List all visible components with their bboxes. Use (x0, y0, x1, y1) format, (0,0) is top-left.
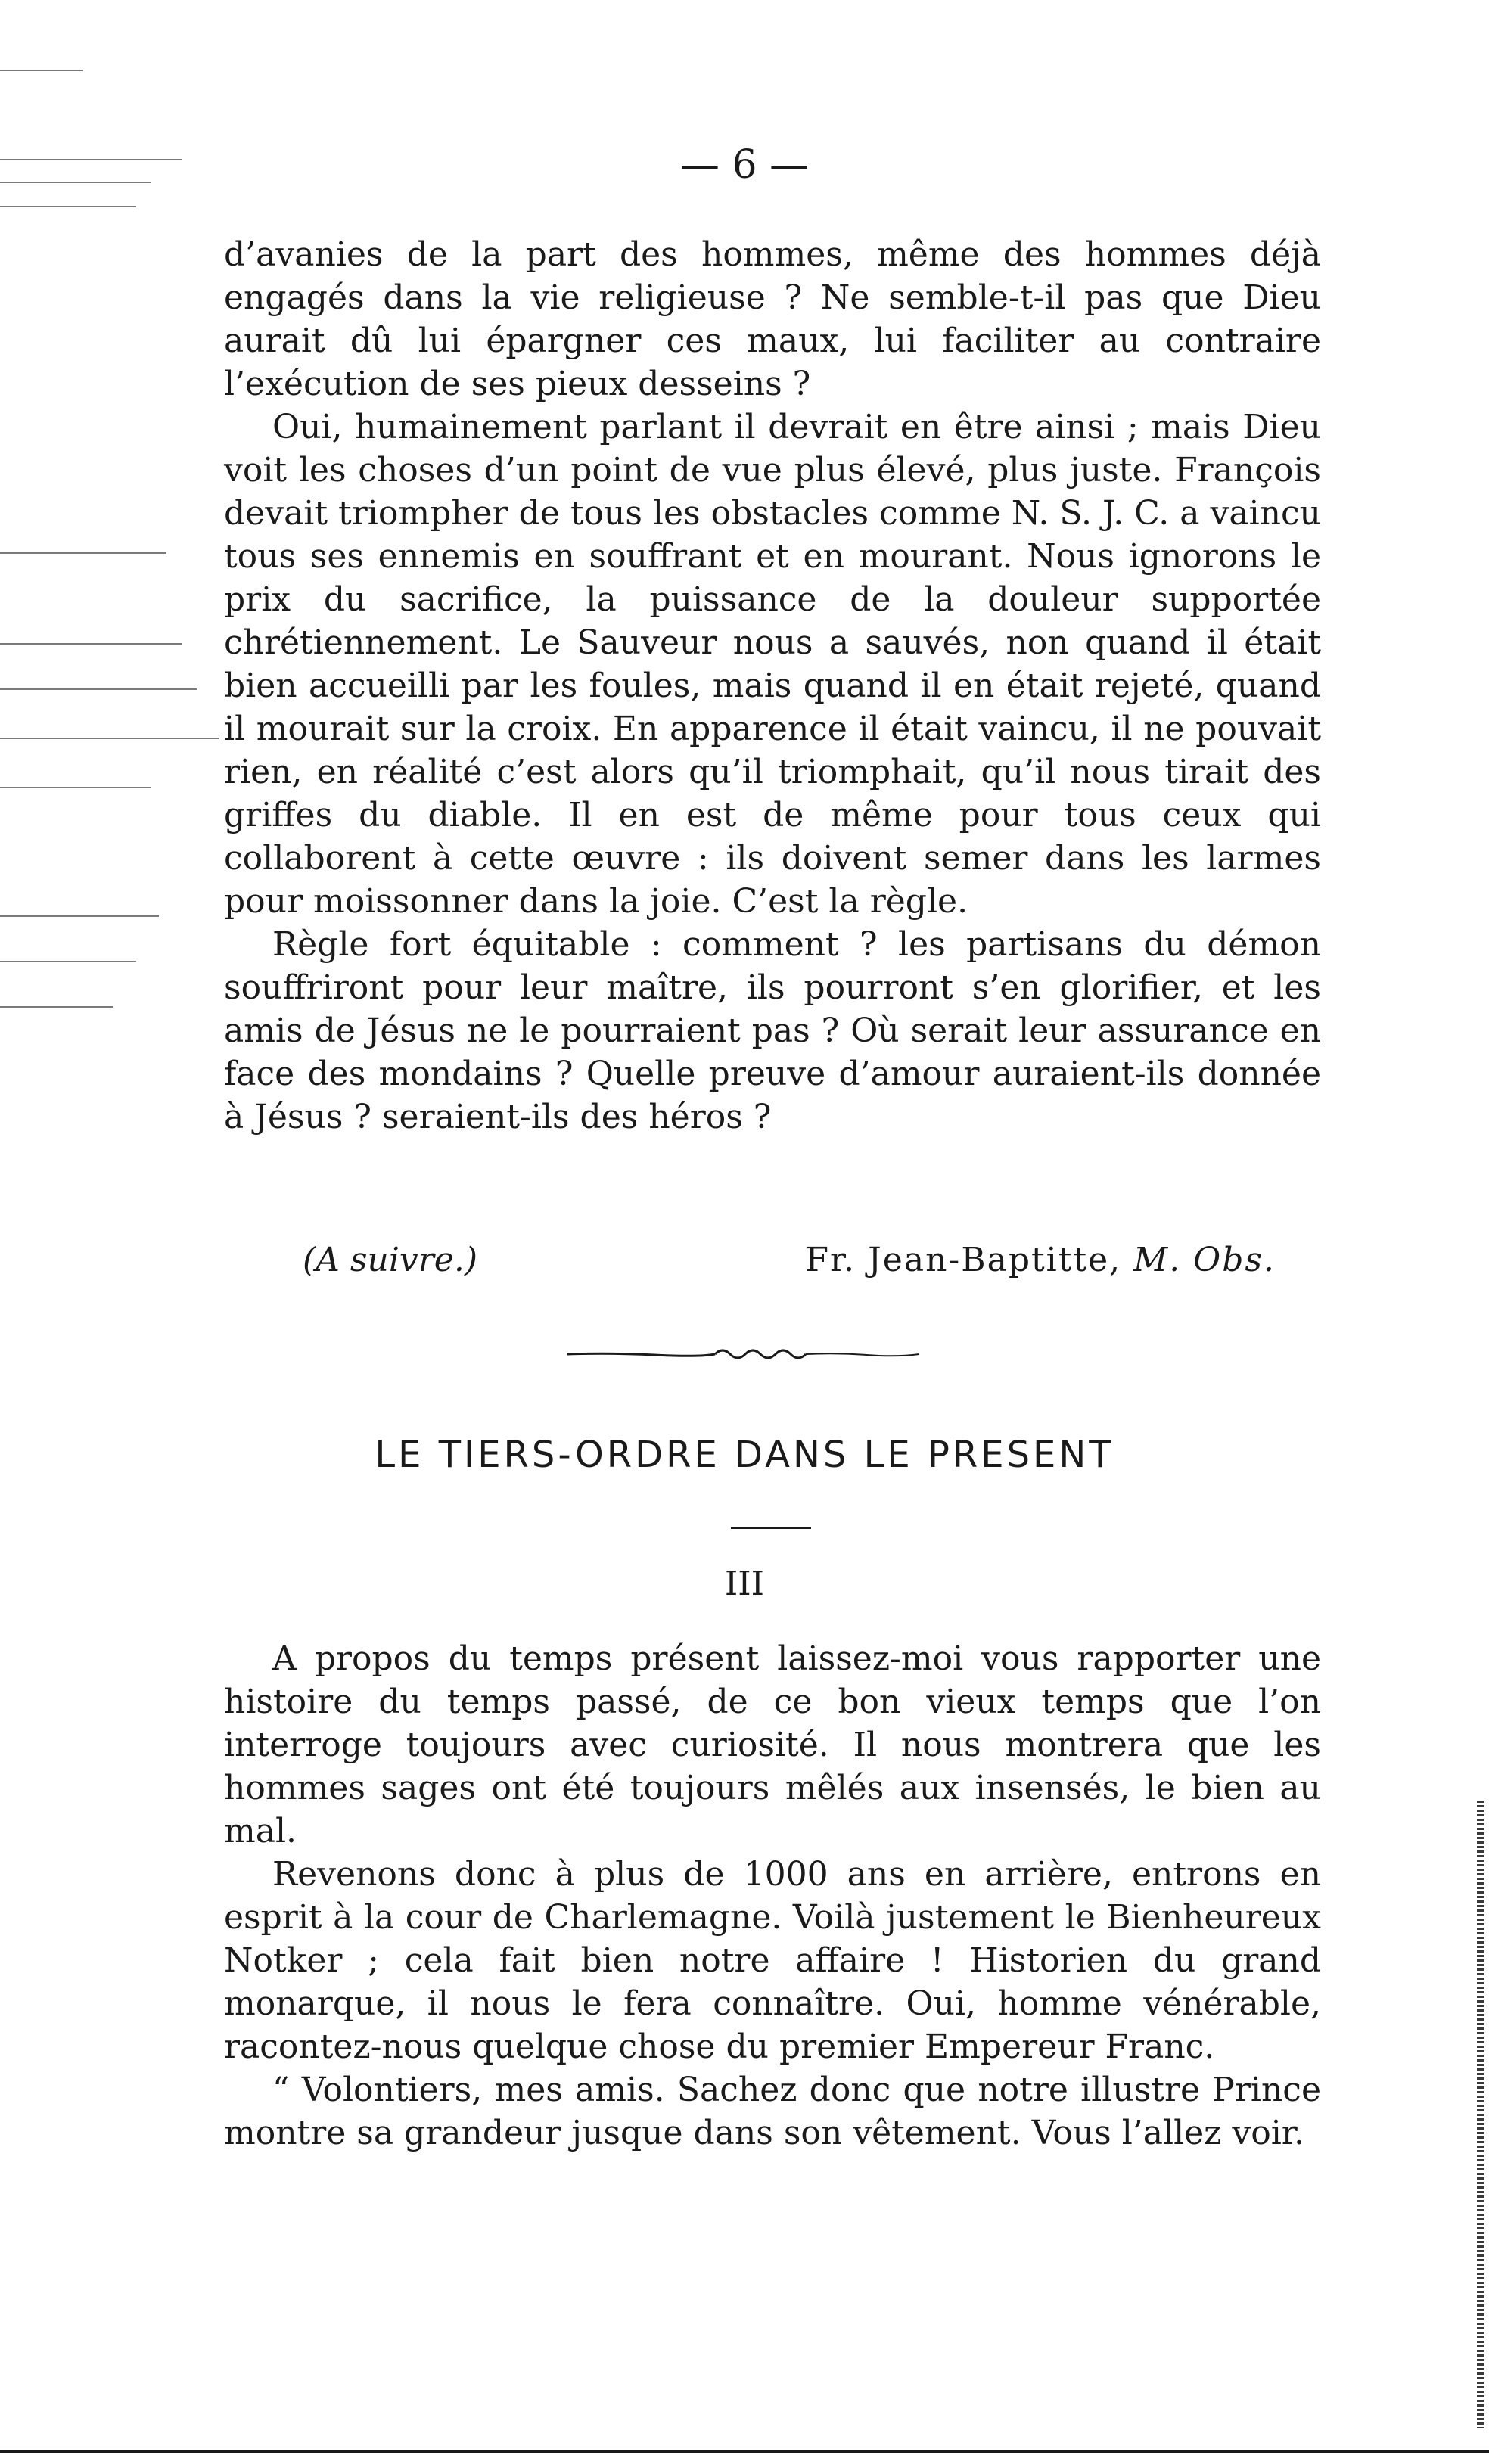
paragraph: “ Volontiers, mes amis. Sachez donc que notre illustre Prince montre sa grandeur jusque dans son vêtement. Vous l’allez voir. (224, 2071, 1321, 2152)
paragraph: Règle fort équitable : comment ? les partisans du démon souffriront pour leur maître, ils pourront s’en glorifier, et les amis de Jésus ne le pourraient pas ? Où serait leur assurance en face des mondains ? Quelle preuve d’amour auraient-ils donnée à Jésus ? seraient-ils des héros ? (224, 925, 1321, 1136)
bottom-rule (0, 2450, 1489, 2453)
bleed-through-mark (0, 552, 166, 554)
bleed-through-mark (0, 1006, 113, 1008)
bleed-through-mark (0, 159, 182, 160)
bleed-through-mark (0, 738, 219, 739)
to-follow-note: (A suivre.) (303, 1241, 477, 1279)
bleed-through-mark (0, 915, 159, 917)
bleed-through-mark (0, 643, 182, 645)
text-block-bottom (224, 1637, 1321, 2155)
author-order: M. Obs. (1133, 1241, 1276, 1279)
page-number: — 6 — (679, 142, 810, 188)
bleed-through-mark (0, 206, 136, 207)
ornament-divider (564, 1345, 927, 1363)
title-rule (731, 1527, 811, 1529)
bleed-through-mark (0, 182, 151, 183)
signature-line (227, 1241, 1321, 1279)
bleed-through-mark (0, 787, 151, 788)
paragraph: d’avanies de la part des hommes, même des hommes déjà engagés dans la vie religieuse ? Ne semble-t-il pas que Dieu aurait dû lui épargner ces maux, lui faciliter au contraire l’exécution de ses pieux desseins ? (224, 235, 1321, 403)
author-name: Fr. Jean-Baptitte, (805, 1241, 1122, 1279)
section-title: LE TIERS-ORDRE DANS LE PRESENT (375, 1434, 1114, 1476)
bleed-through-mark (0, 961, 136, 962)
author-signature (805, 1241, 1321, 1279)
text-block-top (224, 233, 1321, 1139)
bleed-through-mark (0, 688, 197, 690)
bleed-through-mark (0, 70, 83, 71)
paragraph: Revenons donc à plus de 1000 ans en arrière, entrons en esprit à la cour de Charlemagne. Voilà justement le Bienheureux Notker ; cela fait bien notre affaire ! Historien du grand monarque, il nous le fera connaître. Oui, homme vénérable, racontez-nous quelque chose du premier Empereur Franc. (224, 1855, 1321, 2066)
paragraph: Oui, humainement parlant il devrait en être ainsi ; mais Dieu voit les choses d’un point de vue plus élevé, plus juste. François devait triompher de tous les obstacles comme N. S. J. C. a vaincu tous ses ennemis en souffrant et en mourant. Nous ignorons le prix du sacrifice, la puissance de la douleur supportée chrétiennement. Le Sauveur nous a sauvés, non quand il était bien accueilli par les foules, mais quand il en était rejeté, quand il mourait sur la croix. En apparence il était vaincu, il ne pouvait rien, en réalité c’est alors qu’il triomphait, qu’il nous tirait des griffes du diable. Il en est de même pour tous ceux qui collaborent à cette œuvre : ils doivent semer dans les larmes pour moissonner dans la joie. C’est la règle. (224, 408, 1321, 921)
paragraph: A propos du temps présent laissez-moi vous rapporter une histoire du temps passé, de ce bon vieux temps que l’on interroge toujours avec curiosité. Il nous montrera que les hommes sages ont été toujours mêlés aux insensés, le bien au mal. (224, 1639, 1321, 1850)
section-number: III (724, 1564, 765, 1603)
page-edge (1477, 1801, 1484, 2428)
